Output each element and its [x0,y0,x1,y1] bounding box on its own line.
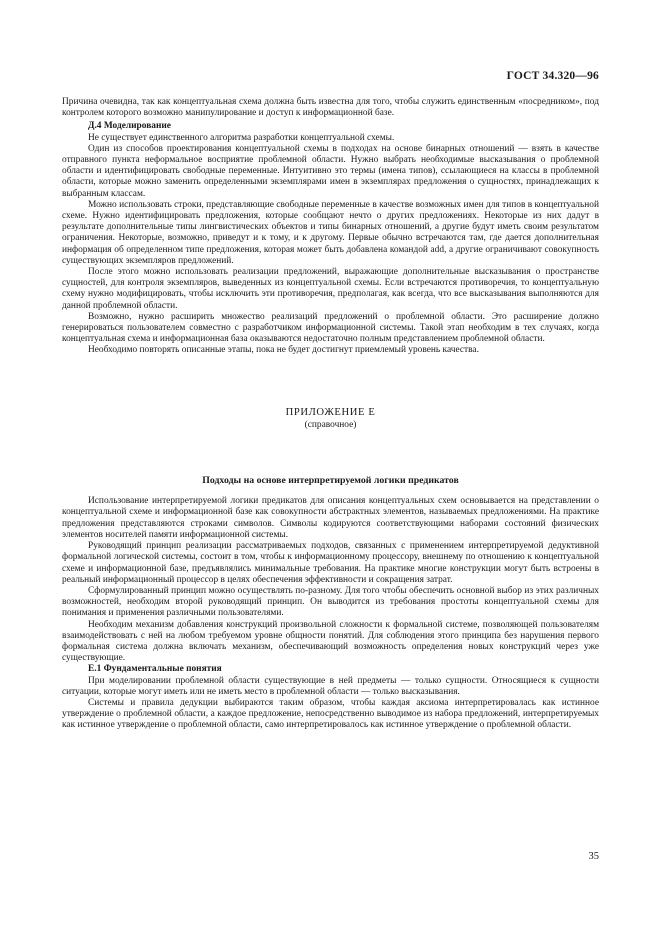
paragraph: Системы и правила дедукции выбираются таким образом, чтобы каждая аксиома интерпретировалась как истинное утверждение о проблемной области, а каждое предложение, непосредственно выводимое из набора предложений, интерпретируемых как истинное утверждение о проблемной области, само интерпретировалось как истинное утверждение о проблемной области. [62,697,599,731]
paragraph: Возможно, нужно расширить множество реализаций предложений о проблемной области. Это расширение должно генерироваться пользователем совместно с разработчиком информационной системы. Такой этап необходим в тех случаях, когда концептуальная схема и информационная база оказываются недостаточно полным представлением проблемной области. [62,311,599,345]
paragraph: Необходимо повторять описанные этапы, пока не будет достигнут приемлемый уровень качества. [88,345,479,356]
appendix-title: ПРИЛОЖЕНИЕ Е [285,406,376,418]
appendix-note: (справочное) [304,419,357,430]
paragraph: Можно использовать строки, представляющие свободные переменные в качестве возможных имен для типов в концептуальной схеме. Нужно идентифицировать предложения, которые сообщают нечто о других предложениях. Некоторые из них дадут в результате дополнительные типы лингвистических объектов и типы бинарных отношений, а другие будут иметь своим результатом ограничения. Некоторые, возможно, приведут и к тому, и к другому. Первые обычно встречаются там, где дается дополнительная информация об определенном типе предложения, которая может быть добавлена командой add, а другие ограничивают совокупность существующих экземпляров предложений. [62,199,599,266]
section-heading-d4: Д.4 Моделирование [88,121,171,132]
intro-paragraph: Причина очевидна, так как концептуальная схема должна быть известна для того, чтобы служить единственным «посредником», под контролем которого возможно манипулирование и доступ к информационной базе. [62,97,599,119]
section-title: Подходы на основе интерпретируемой логики предикатов [202,475,459,487]
paragraph: При моделировании проблемной области существующие в ней предметы — только сущности. Относящиеся к сущности ситуации, которые могут иметь или не иметь место в проблемной области — только высказывания. [62,675,599,697]
paragraph: Один из способов проектирования концептуальной схемы в подходах на основе бинарных отношений — взять в качестве отправного пункта неформальное восприятие проблемной области. Нужно выбрать необходимые высказывания о проблемной области и идентифицировать свободные переменные. Интуитивно это термы (имена типов), ссылающиеся на классы в проблемной области, которые можно заменить определенными экземплярами имен в экземплярах предложения о сущностях, принадлежащих к выбранным классам. [62,143,599,199]
page-content [62,97,599,732]
paragraph: Сформулированный принцип можно осуществлять по-разному. Для того чтобы обеспечить основной выбор из этих различных возможностей, необходим второй руководящий принцип. Он выводится из требования простоты концептуальной схемы для понимания и применения различными пользователями. [62,585,599,619]
page-number: 35 [588,851,599,862]
paragraph: Руководящий принцип реализации рассматриваемых подходов, связанных с применением интерпретируемой дедуктивной формальной логической системы, состоит в том, чтобы к информационному процессору, внешнему по отношению к концептуальной схеме и информационной базе, предъявлялись минимальные требования. На практике многие конструкции могут быть встроены в реальный информационный процессор в целях обеспечения эффективности и сокращения затрат. [62,541,599,585]
paragraph: После этого можно использовать реализации предложений, выражающие дополнительные высказывания о пространстве сущностей, для контроля экземпляров, выведенных из концептуальной схемы. Если встречаются противоречия, то концептуальную схему нужно модифицировать, чтобы исключить эти противоречия, предполагая, как всегда, что все высказывания выполняются для данной проблемной области. [62,267,599,311]
paragraph: Не существует единственного алгоритма разработки концептуальной схемы. [88,132,395,143]
paragraph: Необходим механизм добавления конструкций произвольной сложности к формальной системе, позволяющей пользователям взаимодействовать с ней на любом требуемом уровне общности понятий. Для соблюдения этого принципа без нарушения первого формальная система должна включать механизм, обеспечивающий возможность определения новых конструкций через уже существующие. [62,619,599,664]
section-heading-e1: Е.1 Фундаментальные понятия [88,664,222,675]
document-code: ГОСТ 34.320—96 [506,70,599,82]
paragraph: Использование интерпретируемой логики предикатов для описания концептуальных схем основывается на представлении о концептуальной схеме и информационной базе как совокупности абстрактных элементов, называемых предложениями. На практике предложения представляются строками символов. Символы кодируются соответствующими наборами состояний физических элементов носителей памяти информационной системы. [62,496,599,540]
